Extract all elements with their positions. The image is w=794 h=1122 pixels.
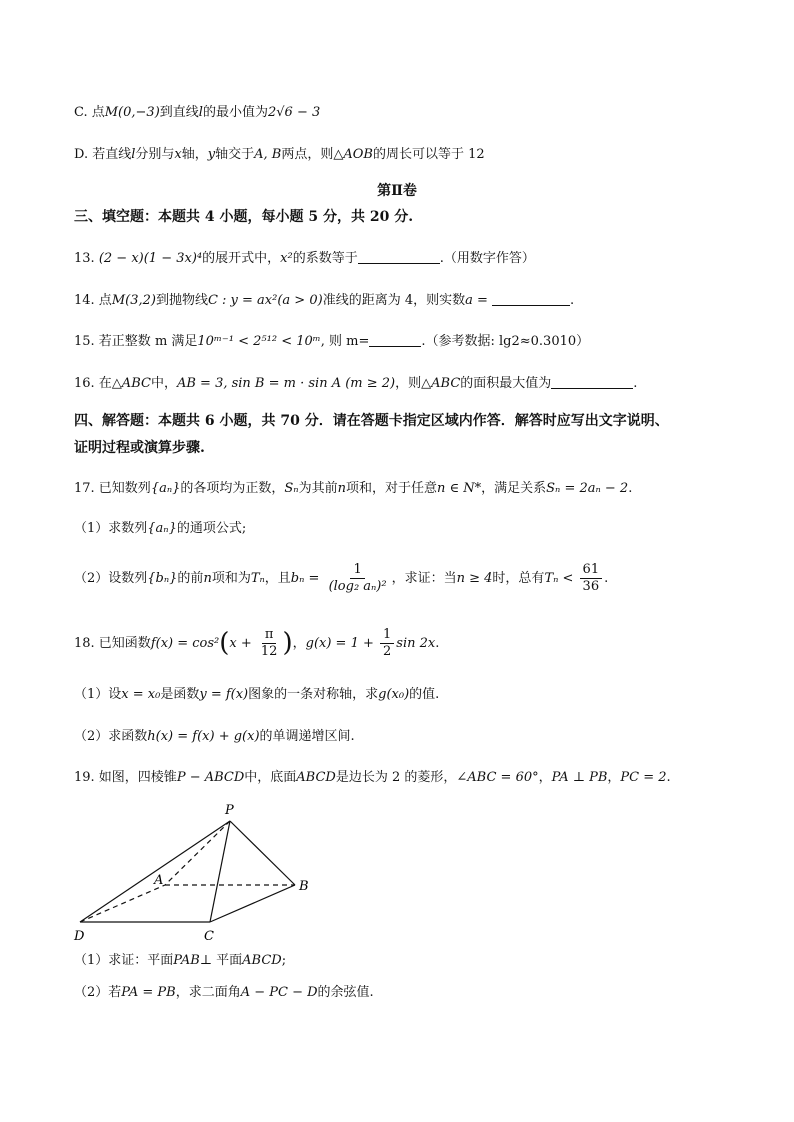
triangle-abc: △ABC (111, 376, 151, 391)
question-15 (74, 331, 734, 353)
y-axis-var: y (207, 147, 216, 162)
question-18-part2 (74, 726, 734, 748)
q17-text: 为其前 (298, 481, 338, 496)
paren-open: ( (219, 628, 230, 658)
answer-blank (358, 249, 440, 264)
q19-p1-text: （1）求证：平面 (74, 953, 174, 968)
q13-text: .（用数字作答） (439, 251, 535, 266)
sin-2x: sin 2x (396, 636, 436, 651)
fraction-half (380, 627, 394, 660)
q18-text: ， (292, 636, 306, 651)
question-18-part1 (74, 684, 734, 706)
edge-pa (165, 821, 230, 885)
q15-text: .（参考数据: lg2≈0.3010） (421, 334, 590, 349)
angle-abc: ∠ABC = 60° (456, 770, 539, 785)
sum-sn: Sₙ (284, 481, 299, 496)
q17-p2-text: 项和为 (211, 571, 251, 586)
paren-close: ) (282, 628, 293, 658)
option-d (74, 144, 734, 166)
answer-blank (369, 332, 421, 347)
option-d-text: 分别与 (135, 147, 175, 162)
q15-text: , 则 m= (320, 334, 370, 349)
line-l: l (131, 147, 136, 162)
fraction-bn (326, 562, 390, 595)
edge-da (80, 885, 165, 922)
fraction-numerator: π (262, 627, 277, 644)
triangle-abc: △ABC (421, 376, 461, 391)
x-eq-x0: x = x₀ (121, 687, 161, 702)
q18-text: . (435, 636, 440, 651)
fraction-numerator: 1 (380, 627, 394, 644)
question-19-part2 (74, 982, 734, 1004)
dihedral-angle: A − PC − D (240, 985, 318, 1000)
q19-text: ， (538, 770, 552, 785)
question-17-part1 (74, 518, 734, 540)
pyramid-figure (70, 800, 330, 950)
q13-text: 的展开式中， (202, 251, 281, 266)
q18-p2-text: （2）求函数 (74, 729, 148, 744)
edge-cb (210, 885, 295, 922)
plane-pab: PAB (173, 953, 200, 968)
q15-text: 15. 若正整数 m 满足 (74, 334, 198, 349)
question-13 (74, 248, 734, 270)
label-c: C (204, 929, 214, 944)
option-c (74, 102, 734, 124)
fraction-numerator: 61 (580, 562, 603, 579)
function-h: h(x) = f(x) + g(x) (147, 729, 260, 744)
q17-p1-text: （1）求数列 (74, 521, 148, 536)
q17-text: 项和，对于任意 (345, 481, 437, 496)
y-eq-fx: y = f(x) (199, 687, 249, 702)
sequence-b: {bₙ} (147, 571, 178, 586)
q13-expression: (2 − x)(1 − 3x)⁴ (98, 251, 203, 266)
pa-perp-pb: PA ⊥ PB (551, 770, 608, 785)
edge-pd (80, 821, 230, 922)
q19-text: 中，底面 (244, 770, 297, 785)
q17-p2-text: ，且 (264, 571, 291, 586)
option-c-text: 到直线 (159, 105, 199, 120)
part3-heading: 三、填空题：本题共 4 小题，每小题 5 分，共 20 分. (74, 209, 414, 225)
q13-x2: x² (280, 251, 293, 266)
q17-p2-text: 的前 (177, 571, 204, 586)
question-19-part1 (74, 950, 734, 972)
n-in-naturals: n ∈ N* (436, 481, 482, 496)
question-14 (74, 290, 734, 312)
sequence-a: {aₙ} (147, 521, 177, 536)
function-g: g(x) = 1 + (305, 636, 374, 651)
fraction-denominator: 2 (383, 644, 392, 659)
edge-pc (210, 821, 230, 922)
option-c-prefix: C. 点 (74, 105, 105, 120)
label-d: D (74, 929, 85, 944)
q16-text: ，则 (395, 376, 422, 391)
pc-eq-2: PC = 2 (620, 770, 667, 785)
option-d-text: 的周长可以等于 12 (373, 147, 485, 162)
plane-abcd: ABCD (242, 953, 282, 968)
x-axis-var: x (174, 147, 182, 162)
fraction-denominator: 12 (260, 644, 278, 659)
sum-tn: Tₙ (250, 571, 265, 586)
edge-pb (230, 821, 295, 885)
question-19 (74, 767, 734, 789)
q17-p2-text: ，求证：当 (391, 571, 457, 586)
q17-p2-text: . (604, 571, 609, 586)
q19-text: 是边长为 2 的菱形， (335, 770, 457, 785)
q17-relation: Sₙ = 2aₙ − 2 (546, 481, 629, 496)
q19-text: ， (607, 770, 621, 785)
var-n: n (337, 481, 346, 496)
pa-eq-pb: PA = PB (121, 985, 176, 1000)
sequence-a: {aₙ} (150, 481, 181, 496)
fraction-denominator: 36 (582, 579, 600, 594)
q16-text: . (633, 376, 638, 391)
option-c-text-2: 的最小值为 (202, 105, 268, 120)
q14-text: 到抛物线 (155, 293, 208, 308)
q18-p2-text: 的单调递增区间. (259, 729, 355, 744)
q16-text: 的面积最大值为 (460, 376, 552, 391)
label-a: A (154, 873, 164, 888)
q18-p1-text: 的值. (409, 687, 440, 702)
option-d-text: 轴， (181, 147, 208, 162)
q16-text: 中， (150, 376, 177, 391)
q18-p1-text: （1）设 (74, 687, 122, 702)
answer-blank (492, 291, 570, 306)
q17-p2-text: 时，总有 (492, 571, 545, 586)
function-f: f(x) = cos² (150, 636, 220, 651)
fraction-denominator: (log₂ aₙ)² (328, 579, 387, 594)
q19-p2-text: ，求二面角 (175, 985, 241, 1000)
label-b: B (299, 879, 309, 894)
q19-p1-text: ⊥ 平面 (199, 953, 243, 968)
q17-text: . (628, 481, 633, 496)
question-17 (74, 478, 734, 500)
q14-text: 14. 点 (74, 293, 112, 308)
answer-blank (551, 374, 633, 389)
option-d-text: 两点，则 (281, 147, 334, 162)
fraction-pi-12 (258, 627, 281, 660)
q18-p1-text: 图象的一条对称轴，求 (248, 687, 379, 702)
question-17-part2 (74, 562, 734, 596)
pyramid-name: P − ABCD (176, 770, 245, 785)
q19-text: . (666, 770, 671, 785)
q18-text: 18. 已知函数 (74, 636, 151, 651)
q17-p1-text: 的通项公式; (176, 521, 247, 536)
part4-heading-line1: 四、解答题：本题共 6 小题，共 70 分．请在答题卡指定区域内作答．解答时应写出文字说明、 (74, 413, 669, 429)
line-l: l (198, 105, 203, 120)
q17-text: 17. 已知数列 (74, 481, 151, 496)
question-16 (74, 373, 734, 395)
var-n: n (203, 571, 212, 586)
q14-text: 准线的距离为 4，则实数 (322, 293, 466, 308)
q13-text: 的系数等于 (292, 251, 358, 266)
point-m: M(3,2) (111, 293, 156, 308)
triangle-aob: △AOB (333, 147, 373, 162)
base-name: ABCD (296, 770, 336, 785)
q19-p1-text: ; (281, 953, 287, 968)
part4-heading-line2: 证明过程或演算步骤. (74, 440, 205, 456)
q17-text: ，满足关系 (481, 481, 547, 496)
label-p: P (225, 803, 234, 818)
section-title: 第Ⅱ卷 (377, 183, 417, 199)
q17-condition: n ≥ 4 (456, 571, 493, 586)
fraction-61-36 (580, 562, 603, 595)
q17-p2-text: （2）设数列 (74, 571, 148, 586)
point-m: M(0,−3) (104, 105, 160, 120)
q18-p1-text: 是函数 (160, 687, 200, 702)
q16-text: 16. 在 (74, 376, 112, 391)
fraction-numerator: 1 (350, 562, 364, 579)
g-x0: g(x₀) (378, 687, 410, 702)
question-18 (74, 626, 734, 661)
x-plus: x + (229, 636, 252, 651)
option-c-value: 2√6 − 3 (267, 105, 321, 120)
q19-text: 19. 如图，四棱锥 (74, 770, 177, 785)
option-d-prefix: D. 若直线 (74, 147, 132, 162)
q14-text: . (570, 293, 575, 308)
points-ab: A, B (254, 147, 282, 162)
q19-p2-text: 的余弦值. (317, 985, 374, 1000)
sum-tn-bound: Tₙ < (544, 571, 574, 586)
q16-condition: AB = 3, sin B = m · sin A (m ≥ 2) (176, 376, 396, 391)
question-number: 13. (74, 251, 95, 266)
q19-p2-text: （2）若 (74, 985, 122, 1000)
q14-var: a = (465, 293, 488, 308)
parabola-c: C : y = ax²(a > 0) (207, 293, 323, 308)
option-d-text: 轴交于 (215, 147, 255, 162)
q15-inequality: 10ᵐ⁻¹ < 2⁵¹² < 10ᵐ (197, 334, 321, 349)
q17-text: 的各项均为正数， (180, 481, 285, 496)
term-bn: bₙ = (290, 571, 320, 586)
